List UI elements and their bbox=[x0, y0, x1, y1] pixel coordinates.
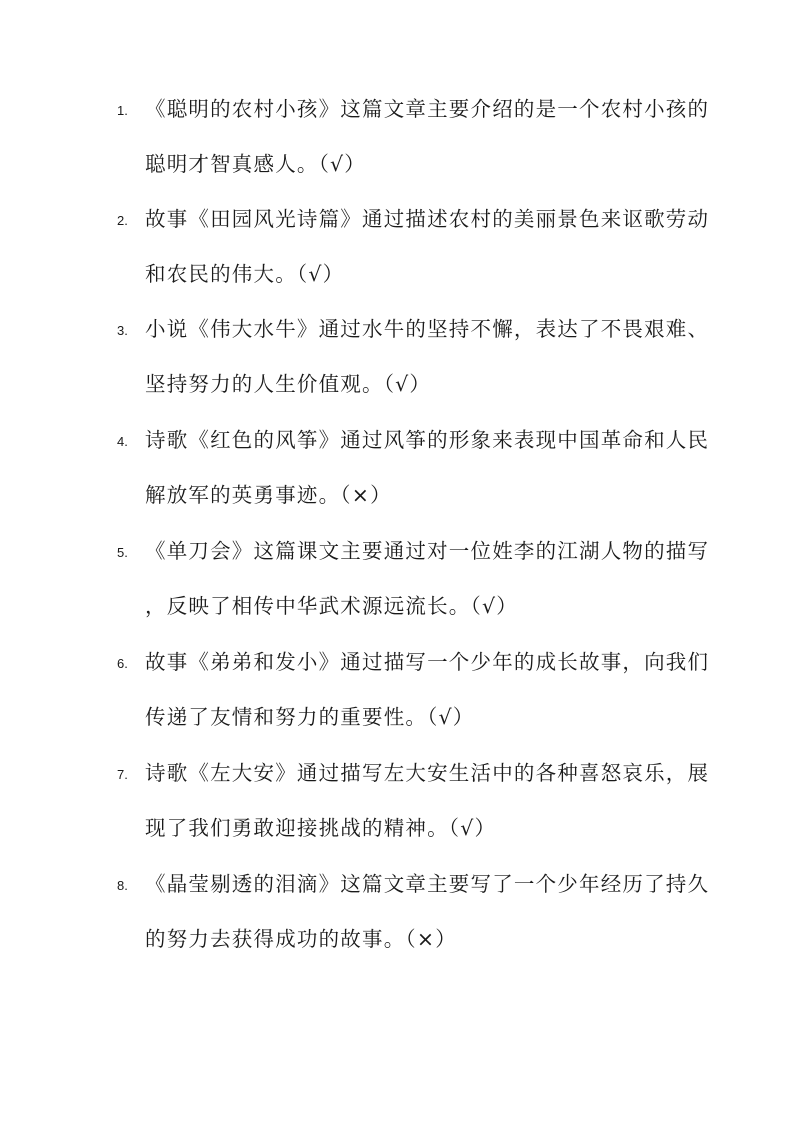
item-text-line: 坚持努力的人生价值观。（√） bbox=[145, 372, 432, 396]
item-number: 2. bbox=[117, 213, 128, 228]
item-number: 7. bbox=[117, 767, 128, 782]
item-text-line: 小说《伟大水牛》通过水牛的坚持不懈，表达了不畏艰难、 bbox=[145, 317, 710, 341]
item-text-line: 的努力去获得成功的故事。（×） bbox=[145, 927, 457, 951]
item-text-line: 《单刀会》这篇课文主要通过对一位姓李的江湖人物的描写 bbox=[145, 539, 710, 563]
item-number: 6. bbox=[117, 656, 128, 671]
item-number: 3. bbox=[117, 323, 128, 338]
item-text-line: 诗歌《左大安》通过描写左大安生活中的各种喜怒哀乐，展 bbox=[145, 761, 710, 785]
item-number: 5. bbox=[117, 545, 128, 560]
item-text-line: 《晶莹剔透的泪滴》这篇文章主要写了一个少年经历了持久 bbox=[145, 872, 710, 896]
item-text-line: ，反映了相传中华武术源远流长。（√） bbox=[145, 594, 518, 618]
item-number: 1. bbox=[117, 103, 128, 118]
item-text-line: 故事《田园风光诗篇》通过描述农村的美丽景色来讴歌劳动 bbox=[145, 207, 710, 231]
item-text-line: 聪明才智真感人。（√） bbox=[145, 152, 367, 176]
item-text-line: 现了我们勇敢迎接挑战的精神。（√） bbox=[145, 816, 497, 840]
item-text-line: 传递了友情和努力的重要性。（√） bbox=[145, 705, 475, 729]
item-text-line: 《聪明的农村小孩》这篇文章主要介绍的是一个农村小孩的 bbox=[145, 97, 710, 121]
item-text-line: 故事《弟弟和发小》通过描写一个少年的成长故事，向我们 bbox=[145, 650, 710, 674]
item-number: 4. bbox=[117, 434, 128, 449]
item-text-line: 诗歌《红色的风筝》通过风筝的形象来表现中国革命和人民 bbox=[145, 428, 710, 452]
item-number: 8. bbox=[117, 878, 128, 893]
item-text-line: 和农民的伟大。（√） bbox=[145, 262, 345, 286]
item-text-line: 解放军的英勇事迹。（×） bbox=[145, 483, 392, 507]
